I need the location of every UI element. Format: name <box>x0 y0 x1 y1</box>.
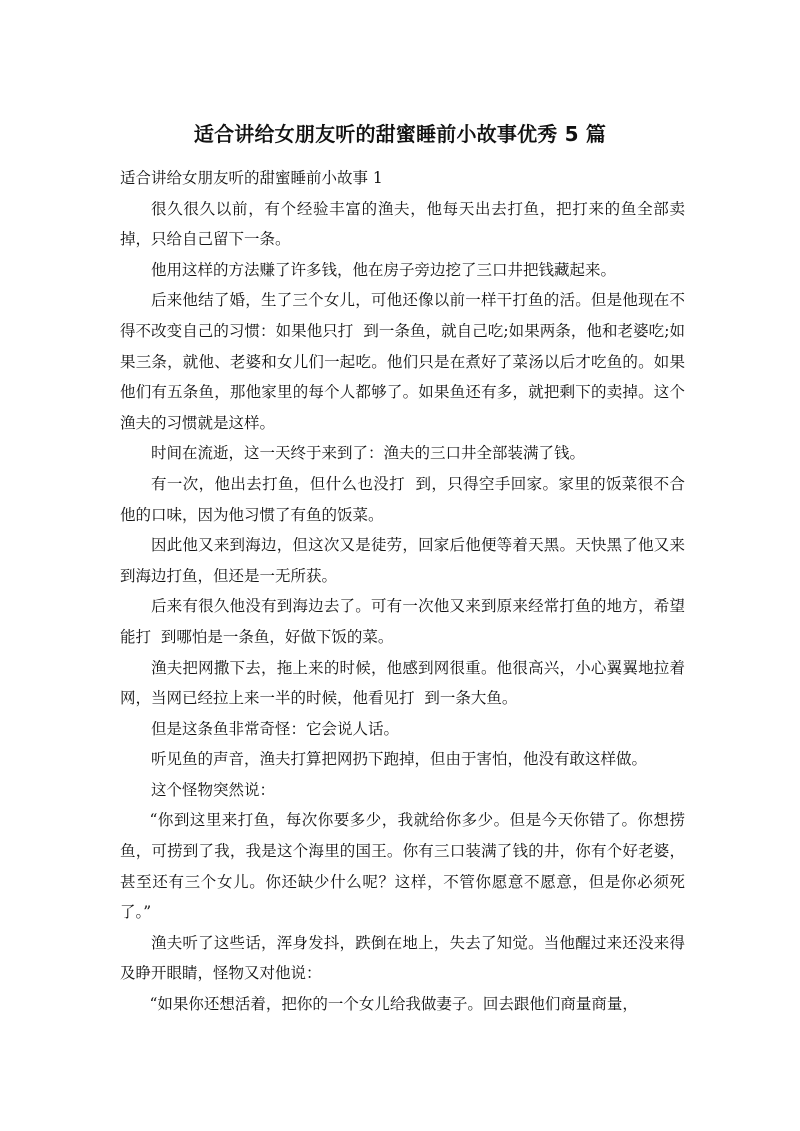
document-title: 适合讲给女朋友听的甜蜜睡前小故事优秀 5 篇 <box>193 122 607 146</box>
paragraph: 有一次，他出去打鱼，但什么也没打 到，只得空手回家。家里的饭菜很不合他的口味，因为他习惯了有鱼的饭菜。 <box>120 474 685 524</box>
paragraph: 很久很久以前，有个经验丰富的渔夫，他每天出去打鱼，把打来的鱼全部卖掉，只给自己留下一条。 <box>120 199 685 249</box>
quoted-paragraph: “如果你还想活着，把你的一个女儿给我做妻子。回去跟他们商量商量， <box>149 995 638 1014</box>
quoted-paragraph: “你到这里来打鱼，每次你要多少，我就给你多少。但是今天你错了。你想捞鱼，可捞到了我，我是这个海里的国王。你有三口装满了钱的井，你有个好老婆，甚至还有三个女儿。你还缺少什么呢？这样，不管你愿意不愿意，但是你必须死了。” <box>120 811 685 922</box>
paragraph: 渔夫把网撒下去，拖上来的时候，他感到网很重。他很高兴，小心翼翼地拉着网，当网已经拉上来一半的时候，他看见打 到一条大鱼。 <box>120 658 685 708</box>
paragraph: 后来有很久他没有到海边去了。可有一次他又来到原来经常打鱼的地方，希望能打 到哪怕是一条鱼，好做下饭的菜。 <box>120 597 685 646</box>
paragraph: 渔夫听了这些话，浑身发抖，跌倒在地上，失去了知觉。当他醒过来还没来得及睁开眼睛，怪物又对他说： <box>120 933 685 983</box>
paragraph: 后来他结了婚，生了三个女儿，可他还像以前一样干打鱼的活。但是他现在不得不改变自己的习惯：如果他只打 到一条鱼，就自己吃;如果两条，他和老婆吃;如果三条，就他、老婆和女儿们一起吃。他们只是在煮好了菜汤以后才吃鱼的。如果他们有五条鱼，那他家里的每个人都够了。如果鱼还有多，就把剩下的卖掉。这个渔夫的习惯就是这样。 <box>120 291 685 432</box>
paragraph: 因此他又来到海边，但这次又是徒劳，回家后他便等着天黑。天快黑了他又来到海边打鱼，但还是一无所获。 <box>120 536 685 585</box>
paragraph: 他用这样的方法赚了许多钱，他在房子旁边挖了三口井把钱藏起来。 <box>151 260 617 279</box>
paragraph: 这个怪物突然说： <box>151 780 276 799</box>
document-body <box>120 163 685 1020</box>
paragraph: 听见鱼的声音，渔夫打算把网扔下跑掉，但由于害怕，他没有敢这样做。 <box>151 750 648 769</box>
paragraph: 但是这条鱼非常奇怪：它会说人话。 <box>151 719 400 738</box>
paragraph: 时间在流逝，这一天终于来到了：渔夫的三口井全部装满了钱。 <box>151 444 586 463</box>
story-subheading: 适合讲给女朋友听的甜蜜睡前小故事 1 <box>120 169 383 187</box>
